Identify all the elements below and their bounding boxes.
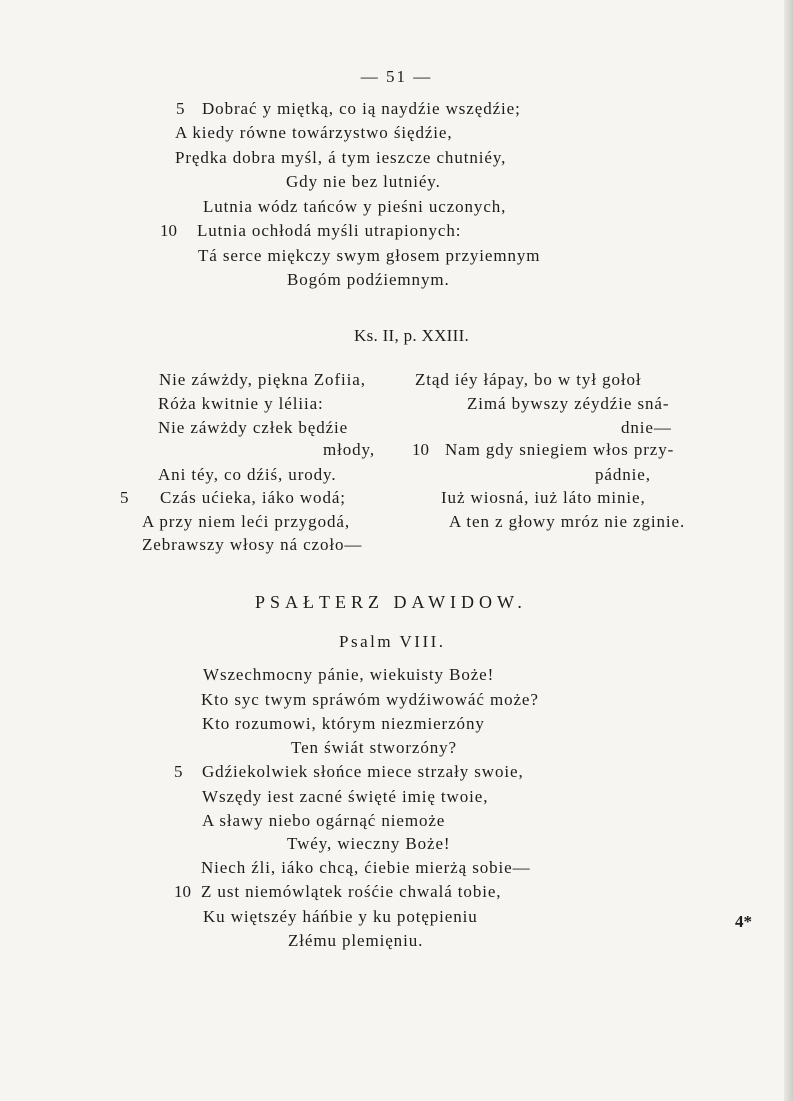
signature-mark: 4* [735, 912, 752, 931]
section-heading: Ks. II, p. XXIII. [354, 326, 470, 345]
psalm-line: Ten świát stworzóny? [291, 738, 457, 757]
poem-line: Czás ućieka, iáko wodá; [160, 488, 346, 507]
line-number: 10 [174, 882, 191, 901]
poem-line: A ten z głowy mróz nie zginie. [449, 512, 686, 531]
poem-line: Ztąd iéy łápay, bo w tył gołoł [415, 370, 642, 389]
poem-line: Róża kwitnie y léliia: [158, 394, 324, 413]
psalm-line: Złému plemięniu. [288, 931, 424, 950]
poem-line: pádnie, [595, 465, 651, 484]
psalm-line: Ku więtszéy háńbie y ku potępieniu [203, 907, 478, 926]
poem-line: Zimá bywszy zéydźie sná- [467, 394, 670, 413]
poem-line: Tá serce miękczy swym głosem przyiemnym [198, 246, 541, 265]
poem-line: Nam gdy sniegiem włos przy- [445, 440, 675, 459]
poem-line: Gdy nie bez lutniéy. [286, 172, 441, 191]
poem-line: Bogóm podźiemnym. [287, 270, 450, 289]
poem-line: Nie záwżdy człek będźie [158, 418, 349, 437]
line-number: 5 [176, 99, 185, 118]
poem-line: Lutnia ochłodá myśli utrapionych: [197, 221, 462, 240]
psalm-title: Psalm VIII. [339, 632, 446, 651]
psalm-line: Twéy, wieczny Boże! [287, 834, 451, 853]
line-number: 10 [412, 440, 429, 459]
poem-line: A kiedy równe towárzystwo śiędźie, [175, 123, 453, 142]
psalm-line: Kto rozumowi, którym niezmierzóny [202, 714, 485, 733]
book-title: PSAŁTERZ DAWIDOW. [255, 592, 527, 612]
page-number: — 51 — [360, 67, 433, 86]
poem-line: dnie— [621, 418, 672, 437]
psalm-line: Wszędy iest zacné święté imię twoie, [202, 787, 489, 806]
poem-line: młody, [323, 440, 375, 459]
line-number: 5 [174, 762, 183, 781]
psalm-line: Niech źli, iáko chcą, ćiebie mierżą sobie— [201, 858, 531, 877]
psalm-line: Z ust niemówlątek rośćie chwalá tobie, [201, 882, 502, 901]
page-edge [784, 0, 793, 1101]
poem-line: Iuż wiosná, iuż láto minie, [441, 488, 646, 507]
psalm-line: Wszechmocny pánie, wiekuisty Boże! [203, 665, 495, 684]
poem-line: Lutnia wódz tańców y pieśni uczonych, [203, 197, 507, 216]
psalm-line: Gdźiekolwiek słońce miece strzały swoie, [202, 762, 524, 781]
poem-line: Zebrawszy włosy ná czoło— [142, 535, 363, 554]
poem-line: Ani téy, co dźiś, urody. [158, 465, 337, 484]
line-number: 10 [160, 221, 177, 240]
line-number: 5 [120, 488, 129, 507]
poem-line: Dobrać y miętką, co ią naydźie wszędźie; [202, 99, 521, 118]
psalm-line: Kto syc twym spráwóm wydźiwowáć może? [201, 690, 539, 709]
poem-line: Prędka dobra myśl, á tym ieszcze chutniéy, [175, 148, 507, 167]
poem-line: Nie záwżdy, piękna Zofiia, [159, 370, 366, 389]
poem-line: A przy niem leći przygodá, [142, 512, 350, 531]
psalm-line: A sławy niebo ogárnąć niemoże [202, 811, 446, 830]
